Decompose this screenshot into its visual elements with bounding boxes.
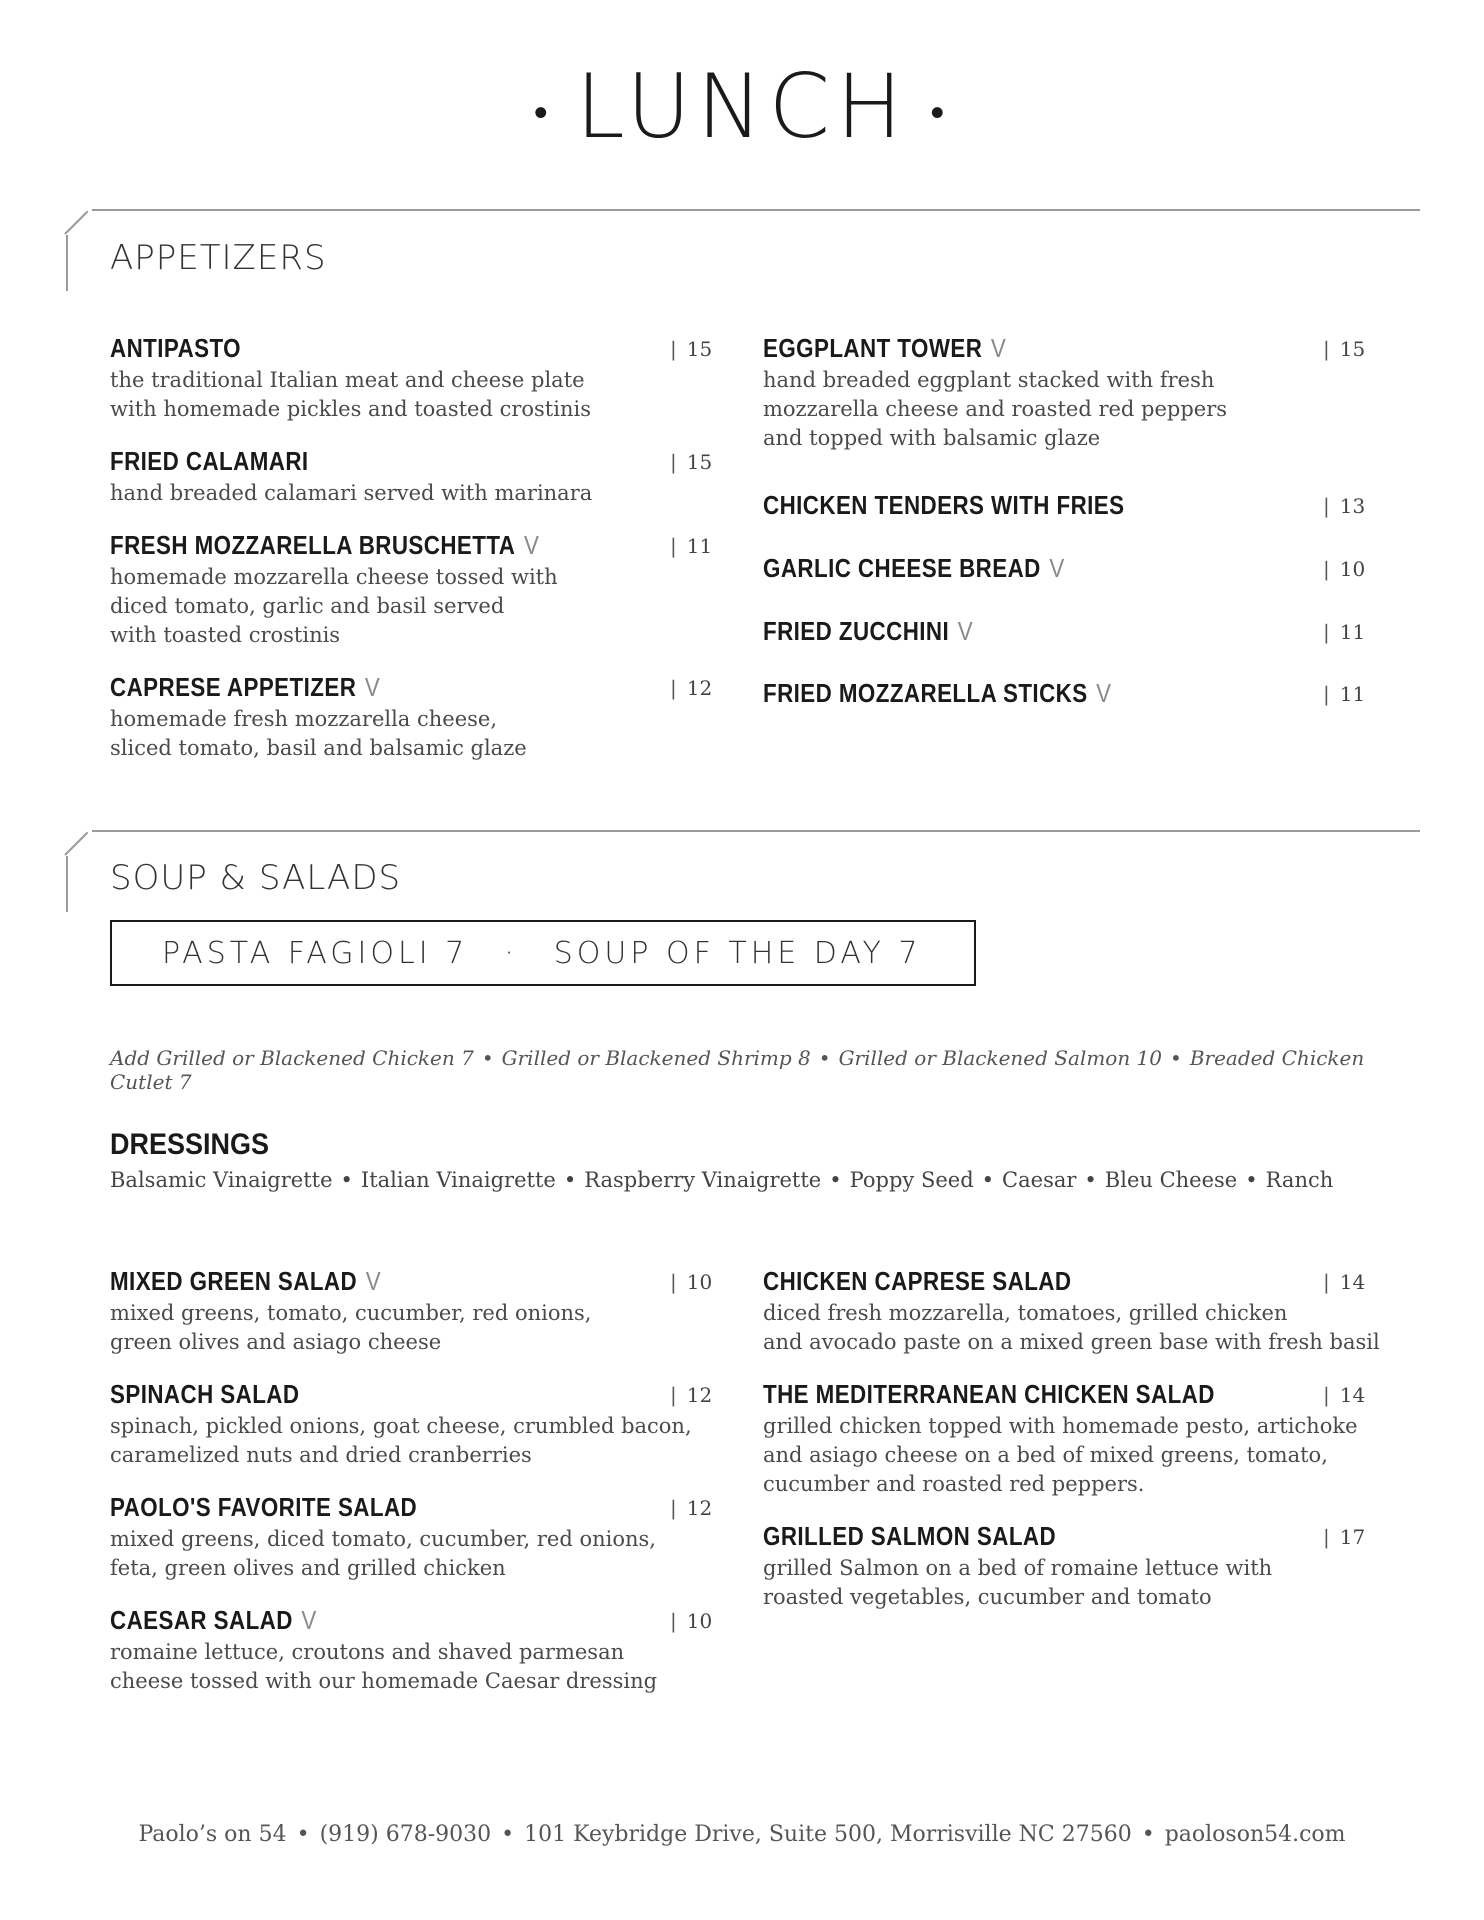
menu-item-description: the traditional Italian meat and cheese plate with homemade pickles and toasted crostinis xyxy=(110,368,591,421)
price-value: 15 xyxy=(1339,337,1366,361)
menu-item-name: GRILLED SALMON SALAD xyxy=(763,1521,1057,1551)
menu-item-name: FRIED MOZZARELLA STICKS V xyxy=(763,678,1112,708)
menu-item-name: PAOLO'S FAVORITE SALAD xyxy=(110,1492,418,1522)
menu-item-header xyxy=(110,1605,720,1636)
menu-item xyxy=(110,333,720,424)
soup-pasta-fagioli: PASTA FAGIOLI 7 xyxy=(162,935,469,971)
dressings-heading: DRESSINGS xyxy=(110,1128,270,1161)
menu-item-price xyxy=(1323,620,1365,644)
price-divider: | xyxy=(670,676,677,700)
list-entry: Caesar xyxy=(1002,1168,1077,1192)
menu-item-price xyxy=(1323,557,1365,581)
menu-item-header xyxy=(763,1266,1373,1297)
salad-addons xyxy=(110,1046,1410,1094)
price-divider: | xyxy=(1323,620,1330,644)
menu-item-description: grilled chicken topped with homemade pesto, artichoke and asiago cheese on a bed of mixed greens, tomato, cucumber and roasted red peppers. xyxy=(763,1414,1358,1496)
menu-item-price xyxy=(1323,1525,1365,1549)
price-value: 11 xyxy=(1339,682,1366,706)
menu-item-header xyxy=(763,1379,1373,1410)
price-divider: | xyxy=(670,1609,677,1633)
menu-item-description: spinach, pickled onions, goat cheese, crumbled bacon, caramelized nuts and dried cranberries xyxy=(110,1414,692,1467)
menu-item-description: homemade fresh mozzarella cheese, sliced tomato, basil and balsamic glaze xyxy=(110,707,527,760)
price-value: 13 xyxy=(1339,494,1366,518)
price-value: 12 xyxy=(686,1383,713,1407)
price-value: 10 xyxy=(686,1270,713,1294)
bullet-separator: • xyxy=(481,1046,494,1070)
price-value: 11 xyxy=(1339,620,1366,644)
menu-item-header xyxy=(763,678,1373,709)
bullet-separator: • xyxy=(296,1822,310,1847)
bullet-separator: • xyxy=(1245,1168,1258,1192)
price-divider: | xyxy=(1323,337,1330,361)
bullet-separator: • xyxy=(818,1046,831,1070)
price-value: 11 xyxy=(686,534,713,558)
menu-item xyxy=(110,672,720,763)
menu-item-header xyxy=(763,616,1373,647)
menu-item-name: CHICKEN TENDERS WITH FRIES xyxy=(763,490,1125,520)
price-value: 17 xyxy=(1339,1525,1366,1549)
price-divider: | xyxy=(670,534,677,558)
vegetarian-mark: V xyxy=(364,672,381,702)
title-text: LUNCH xyxy=(575,55,909,158)
menu-item xyxy=(110,530,720,650)
menu-item-price xyxy=(1323,682,1365,706)
menu-item-description: mixed greens, tomato, cucumber, red onions, green olives and asiago cheese xyxy=(110,1301,592,1354)
menu-item-description: hand breaded eggplant stacked with fresh mozzarella cheese and roasted red peppers and topped with balsamic glaze xyxy=(763,368,1228,450)
menu-item-name: EGGPLANT TOWER V xyxy=(763,333,1007,363)
price-divider: | xyxy=(670,1496,677,1520)
bullet-separator: • xyxy=(981,1168,995,1192)
menu-item-price xyxy=(670,1383,712,1407)
list-entry: Grilled or Blackened Shrimp 8 xyxy=(501,1046,811,1070)
menu-item-name: THE MEDITERRANEAN CHICKEN SALAD xyxy=(763,1379,1215,1409)
menu-item-price xyxy=(670,1496,712,1520)
menu-item-header xyxy=(110,1379,720,1410)
list-entry: (919) 678-9030 xyxy=(319,1822,492,1847)
menu-item-header xyxy=(110,1492,720,1523)
menu-item-name: FRESH MOZZARELLA BRUSCHETTA V xyxy=(110,530,540,560)
menu-item xyxy=(110,1379,720,1470)
menu-item xyxy=(763,553,1373,584)
price-divider: | xyxy=(1323,682,1330,706)
list-entry: Poppy Seed xyxy=(849,1168,974,1192)
menu-item xyxy=(110,1605,720,1696)
price-divider: | xyxy=(670,450,677,474)
vegetarian-mark: V xyxy=(990,333,1007,363)
list-entry: Paolo’s on 54 xyxy=(138,1822,287,1847)
menu-title xyxy=(0,55,1484,158)
price-value: 12 xyxy=(686,1496,713,1520)
menu-item-name: GARLIC CHEESE BREAD V xyxy=(763,553,1065,583)
menu-item xyxy=(110,1266,720,1357)
menu-item-price xyxy=(1323,337,1365,361)
menu-item-price xyxy=(670,337,712,361)
menu-item-description: homemade mozzarella cheese tossed with diced tomato, garlic and basil served with toasted crostinis xyxy=(110,565,558,647)
price-divider: | xyxy=(670,1383,677,1407)
title-dot-right: • xyxy=(930,90,951,136)
menu-item-header xyxy=(763,1521,1373,1552)
footer-contact xyxy=(0,1822,1484,1847)
menu-item-price xyxy=(1323,494,1365,518)
vegetarian-mark: V xyxy=(301,1605,317,1635)
price-value: 10 xyxy=(1339,557,1366,581)
vegetarian-mark: V xyxy=(523,530,540,560)
menu-item-price xyxy=(670,676,712,700)
price-value: 12 xyxy=(686,676,713,700)
price-divider: | xyxy=(1323,1383,1330,1407)
soups-heading: SOUP & SALADS xyxy=(110,858,402,898)
vegetarian-mark: V xyxy=(1049,553,1065,583)
price-value: 15 xyxy=(686,450,713,474)
menu-item-header xyxy=(110,530,720,561)
menu-item-name: FRIED ZUCCHINI V xyxy=(763,616,974,646)
list-entry: Ranch xyxy=(1265,1168,1334,1192)
menu-item xyxy=(763,1379,1373,1499)
menu-item-description: diced fresh mozzarella, tomatoes, grilled chicken and avocado paste on a mixed green base with fresh basil xyxy=(763,1301,1380,1354)
appetizers-heading: APPETIZERS xyxy=(110,238,327,278)
price-value: 10 xyxy=(686,1609,713,1633)
menu-item xyxy=(763,1521,1373,1612)
bullet-separator: • xyxy=(1084,1168,1097,1192)
menu-item-name: CAESAR SALAD V xyxy=(110,1605,317,1635)
menu-item-price xyxy=(670,1270,712,1294)
menu-item-header xyxy=(763,490,1373,521)
menu-item-name: MIXED GREEN SALAD V xyxy=(110,1266,382,1296)
menu-item-price xyxy=(670,1609,712,1633)
menu-item xyxy=(763,1266,1380,1357)
list-entry: Add Grilled or Blackened Chicken 7 xyxy=(110,1046,474,1070)
menu-item-description: romaine lettuce, croutons and shaved parmesan cheese tossed with our homemade Caesar dressing xyxy=(110,1640,658,1693)
title-dot-left: • xyxy=(533,90,554,136)
menu-item-name: CAPRESE APPETIZER V xyxy=(110,672,381,702)
menu-item-header xyxy=(110,333,720,364)
menu-item-price xyxy=(670,450,712,474)
bullet-separator: • xyxy=(563,1168,577,1192)
vegetarian-mark: V xyxy=(957,616,974,646)
menu-item-header xyxy=(110,672,720,703)
bullet-separator: • xyxy=(1170,1046,1182,1070)
price-value: 15 xyxy=(686,337,713,361)
menu-item-price xyxy=(670,534,712,558)
menu-item xyxy=(110,446,720,508)
list-entry: Italian Vinaigrette xyxy=(360,1168,556,1192)
menu-item xyxy=(763,678,1373,709)
list-entry: Balsamic Vinaigrette xyxy=(110,1168,333,1192)
list-entry: Raspberry Vinaigrette xyxy=(584,1168,822,1192)
menu-item xyxy=(763,616,1373,647)
soup-separator: · xyxy=(504,935,518,971)
menu-item-name: SPINACH SALAD xyxy=(110,1379,300,1409)
menu-item-header xyxy=(763,333,1373,364)
menu-item-name: ANTIPASTO xyxy=(110,333,242,363)
menu-item xyxy=(763,490,1373,521)
bullet-separator: • xyxy=(829,1168,842,1192)
bullet-separator: • xyxy=(1141,1822,1155,1847)
menu-item xyxy=(763,333,1373,453)
vegetarian-mark: V xyxy=(365,1266,382,1296)
price-value: 14 xyxy=(1339,1270,1366,1294)
menu-item-header xyxy=(110,446,720,477)
list-entry: Breaded Chicken Cutlet 7 xyxy=(110,1046,1365,1094)
price-divider: | xyxy=(1323,494,1330,518)
menu-item-header xyxy=(110,1266,720,1297)
list-entry: Grilled or Blackened Salmon 10 xyxy=(838,1046,1163,1070)
menu-item-name: FRIED CALAMARI xyxy=(110,446,309,476)
soup-box xyxy=(110,920,976,986)
menu-item-description: grilled Salmon on a bed of romaine lettuce with roasted vegetables, cucumber and tomato xyxy=(763,1556,1273,1609)
menu-item-description: hand breaded calamari served with marinara xyxy=(110,481,593,505)
price-value: 14 xyxy=(1339,1383,1366,1407)
list-entry: 101 Keybridge Drive, Suite 500, Morrisville NC 27560 xyxy=(524,1822,1132,1847)
list-entry: Bleu Cheese xyxy=(1104,1168,1238,1192)
menu-item-description: mixed greens, diced tomato, cucumber, red onions, feta, green olives and grilled chicken xyxy=(110,1527,656,1580)
menu-item-name: CHICKEN CAPRESE SALAD xyxy=(763,1266,1072,1296)
soup-of-the-day: SOUP OF THE DAY 7 xyxy=(553,935,922,971)
price-divider: | xyxy=(1323,1270,1330,1294)
vegetarian-mark: V xyxy=(1096,678,1112,708)
price-divider: | xyxy=(670,337,677,361)
price-divider: | xyxy=(1323,1525,1330,1549)
bullet-separator: • xyxy=(340,1168,353,1192)
menu-item-price xyxy=(1323,1270,1365,1294)
bullet-separator: • xyxy=(501,1822,515,1847)
menu-item-header xyxy=(763,553,1373,584)
list-entry: paoloson54.com xyxy=(1164,1822,1346,1847)
price-divider: | xyxy=(1323,557,1330,581)
menu-item xyxy=(110,1492,720,1583)
price-divider: | xyxy=(670,1270,677,1294)
menu-item-price xyxy=(1323,1383,1365,1407)
dressings-list xyxy=(110,1168,1410,1192)
